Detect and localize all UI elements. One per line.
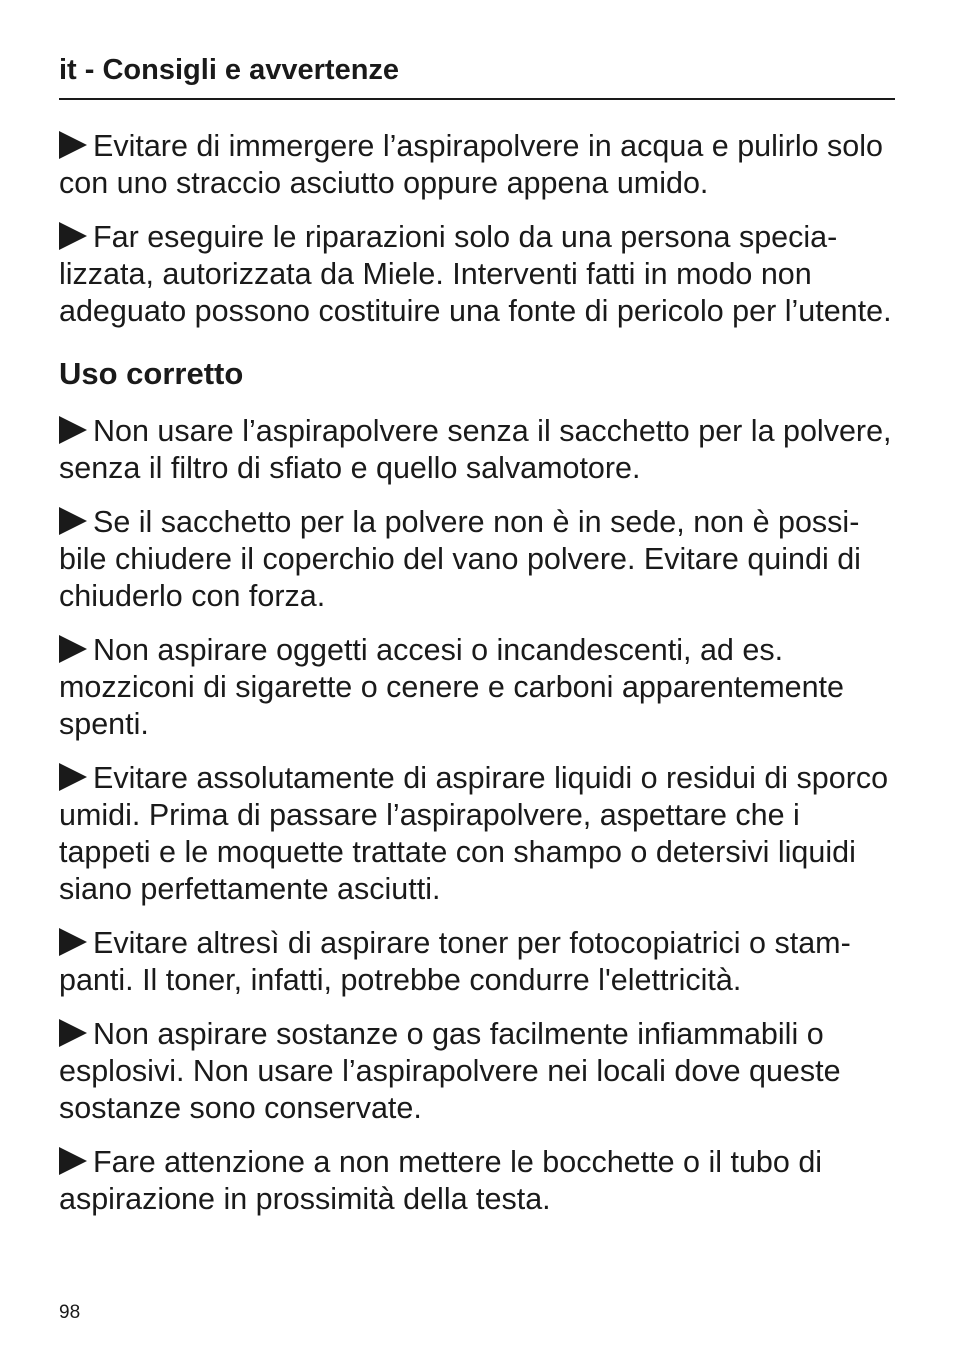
warning-text: Non usare l’aspirapolvere senza il sacchetto per la polvere, senza il filtro di sfiato e quello salvamotore.: [59, 414, 892, 485]
warning-text: Evitare di immergere l’aspirapolvere in acqua e pulirlo solo con uno straccio asciutto oppure appena umido.: [59, 129, 883, 200]
warning-item: [59, 1016, 895, 1127]
page-header-title: it - Consigli e avvertenze: [59, 54, 400, 86]
document-body: [59, 128, 895, 1235]
triangle-arrow-icon: [59, 222, 87, 250]
page-header: [59, 50, 895, 100]
warning-text: Se il sacchetto per la polvere non è in sede, non è possibile chiudere il coperchio del vano polvere. Evitare quindi di chiuderlo con forza.: [59, 505, 861, 613]
triangle-arrow-icon: [59, 1147, 87, 1175]
section-heading: Uso corretto: [59, 356, 244, 391]
triangle-arrow-icon: [59, 507, 87, 535]
warning-text: Evitare altresì di aspirare toner per fotocopiatrici o stampanti. Il toner, infatti, potrebbe condurre l'elettricità.: [59, 926, 851, 997]
warning-text: Evitare assolutamente di aspirare liquidi o residui di sporco umidi. Prima di passare l’aspirapolvere, aspettare che i tappeti e le moquette trattate con shampo o detersivi liquidi siano perfettamente asciutti.: [59, 761, 889, 906]
warning-text: Far eseguire le riparazioni solo da una persona specializzata, autorizzata da Miele. Interventi fatti in modo non adeguato possono costituire una fonte di pericolo per l’utente.: [59, 220, 892, 328]
warning-text: Fare attenzione a non mettere le bocchette o il tubo di aspirazione in prossimità della testa.: [59, 1145, 823, 1216]
warning-item: [59, 925, 895, 999]
warning-item: [59, 760, 895, 908]
triangle-arrow-icon: [59, 928, 87, 956]
warning-item: [59, 413, 895, 487]
warning-item: [59, 504, 895, 615]
warning-item: [59, 1144, 895, 1218]
triangle-arrow-icon: [59, 763, 87, 791]
warning-text: Non aspirare sostanze o gas facilmente infiammabili o esplosivi. Non usare l’aspirapolvere nei locali dove queste sostanze sono conservate.: [59, 1017, 841, 1125]
triangle-arrow-icon: [59, 416, 87, 444]
triangle-arrow-icon: [59, 635, 87, 663]
triangle-arrow-icon: [59, 131, 87, 159]
warning-item: [59, 128, 895, 202]
triangle-arrow-icon: [59, 1019, 87, 1047]
warning-item: [59, 219, 895, 330]
page-number: 98: [59, 1302, 81, 1323]
warning-text: Non aspirare oggetti accesi o incandescenti, ad es. mozziconi di sigarette o cenere e carboni apparentemente spenti.: [59, 633, 844, 741]
warning-item: [59, 632, 895, 743]
